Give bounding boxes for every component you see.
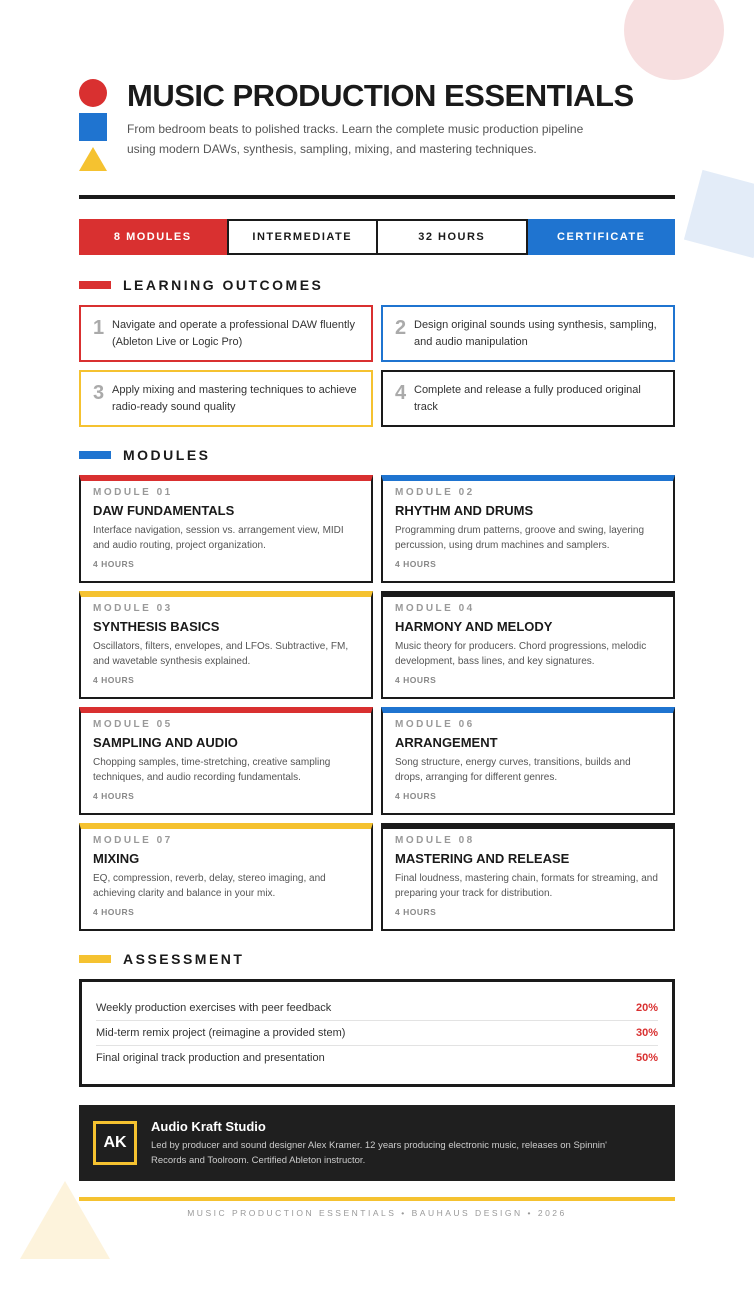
module-title: SYNTHESIS BASICS [93, 619, 220, 634]
outcome-number: 2 [395, 317, 407, 339]
module-title: SAMPLING AND AUDIO [93, 735, 238, 750]
section-header-modules [79, 447, 211, 463]
outcome-item [381, 305, 675, 362]
module-description: Song structure, energy curves, transitions, builds and drops, arranging for different genres. [395, 757, 631, 783]
module-code: MODULE 04 [395, 603, 475, 614]
section-bar [79, 451, 111, 459]
outcome-text: Complete and release a fully produced original track [414, 384, 641, 413]
assessment-row [96, 996, 658, 1021]
outcome-number: 4 [395, 382, 407, 404]
tag-level: INTERMEDIATE [227, 219, 379, 255]
assessment-weight: 50% [635, 1052, 658, 1064]
module-description: Chopping samples, time-stretching, creative sampling techniques, and audio recording fundamentals. [93, 757, 331, 783]
instructor-body [151, 1119, 641, 1167]
module-card [79, 475, 373, 583]
bauhaus-shapes [79, 79, 107, 171]
section-title: ASSESSMENT [123, 951, 245, 967]
instructor-bio: Led by producer and sound designer Alex Kramer. 12 years producing electronic music, releases on Spinnin' Records and Toolroom. Certified Ableton instructor. [151, 1140, 607, 1166]
module-card [381, 823, 675, 931]
module-hours: 4 HOURS [395, 559, 437, 569]
module-hours: 4 HOURS [395, 907, 437, 917]
module-description: EQ, compression, reverb, delay, stereo imaging, and achieving clarity and balance in your mix. [93, 873, 326, 899]
decorative-triangle [20, 1181, 110, 1259]
module-description: Interface navigation, session vs. arrangement view, MIDI and audio routing, project organization. [93, 525, 344, 551]
module-hours: 4 HOURS [93, 791, 135, 801]
header-divider [79, 195, 675, 199]
tag-modules: 8 MODULES [79, 219, 227, 255]
outcome-text: Apply mixing and mastering techniques to achieve radio-ready sound quality [112, 384, 357, 413]
assessment-label: Mid-term remix project (reimagine a provided stem) [96, 1027, 346, 1039]
module-hours: 4 HOURS [93, 907, 135, 917]
outcome-number: 1 [93, 317, 105, 339]
module-card [79, 823, 373, 931]
module-hours: 4 HOURS [395, 675, 437, 685]
decorative-square [684, 170, 754, 258]
module-title: MASTERING AND RELEASE [395, 851, 570, 866]
module-card [381, 591, 675, 699]
module-card [79, 707, 373, 815]
module-description: Final loudness, mastering chain, formats for streaming, and preparing your track for distribution. [395, 873, 658, 899]
section-bar [79, 281, 111, 289]
tag-hours: 32 HOURS [378, 219, 528, 255]
instructor-card [79, 1105, 675, 1181]
module-card [381, 475, 675, 583]
module-hours: 4 HOURS [93, 675, 135, 685]
assessment-row [96, 1046, 658, 1070]
module-code: MODULE 02 [395, 487, 475, 498]
module-title: MIXING [93, 851, 140, 866]
module-code: MODULE 06 [395, 719, 475, 730]
decorative-circle [624, 0, 724, 80]
module-code: MODULE 03 [93, 603, 173, 614]
section-header-assessment [79, 951, 244, 967]
section-bar [79, 955, 111, 963]
instructor-name: Audio Kraft Studio [151, 1119, 266, 1134]
red-circle-icon [79, 79, 107, 107]
module-card [79, 591, 373, 699]
outcome-number: 3 [93, 382, 105, 404]
yellow-triangle-icon [79, 147, 107, 171]
footer-text: MUSIC PRODUCTION ESSENTIALS • BAUHAUS DESIGN • 2026 [187, 1208, 567, 1218]
outcome-text: Navigate and operate a professional DAW fluently (Ableton Live or Logic Pro) [112, 319, 355, 348]
module-hours: 4 HOURS [93, 559, 135, 569]
module-code: MODULE 07 [93, 835, 173, 846]
section-title: LEARNING OUTCOMES [123, 277, 324, 293]
assessment-row [96, 1021, 658, 1046]
page-title: MUSIC PRODUCTION ESSENTIALS [127, 78, 634, 113]
outcome-item [381, 370, 675, 427]
assessment-label: Weekly production exercises with peer feedback [96, 1002, 332, 1014]
outcome-item [79, 370, 373, 427]
page-subtitle: From bedroom beats to polished tracks. Learn the complete music production pipeline using modern DAWs, synthesis, sampling, mixing, and mastering techniques. [127, 122, 584, 156]
section-title: MODULES [123, 447, 211, 463]
assessment-weight: 20% [635, 1002, 658, 1014]
module-title: HARMONY AND MELODY [395, 619, 553, 634]
outcome-item [79, 305, 373, 362]
module-description: Music theory for producers. Chord progressions, melodic development, bass lines, and key signatures. [395, 641, 647, 667]
section-header-outcomes [79, 277, 323, 293]
module-card [381, 707, 675, 815]
assessment-table [79, 979, 675, 1087]
blue-square-icon [79, 113, 107, 141]
assessment-weight: 30% [635, 1027, 658, 1039]
module-description: Programming drum patterns, groove and swing, layering percussion, using drum machines and samplers. [395, 525, 645, 551]
module-title: RHYTHM AND DRUMS [395, 503, 534, 518]
footer-divider [79, 1197, 675, 1201]
tag-certificate: CERTIFICATE [528, 219, 676, 255]
assessment-label: Final original track production and presentation [96, 1052, 325, 1064]
module-hours: 4 HOURS [395, 791, 437, 801]
module-code: MODULE 08 [395, 835, 475, 846]
outcome-text: Design original sounds using synthesis, sampling, and audio manipulation [414, 319, 657, 348]
module-code: MODULE 05 [93, 719, 173, 730]
course-tags [79, 219, 675, 255]
module-title: DAW FUNDAMENTALS [93, 503, 235, 518]
instructor-logo: AK [93, 1121, 137, 1165]
module-title: ARRANGEMENT [395, 735, 498, 750]
module-description: Oscillators, filters, envelopes, and LFOs. Subtractive, FM, and wavetable synthesis explained. [93, 641, 349, 667]
module-code: MODULE 01 [93, 487, 173, 498]
